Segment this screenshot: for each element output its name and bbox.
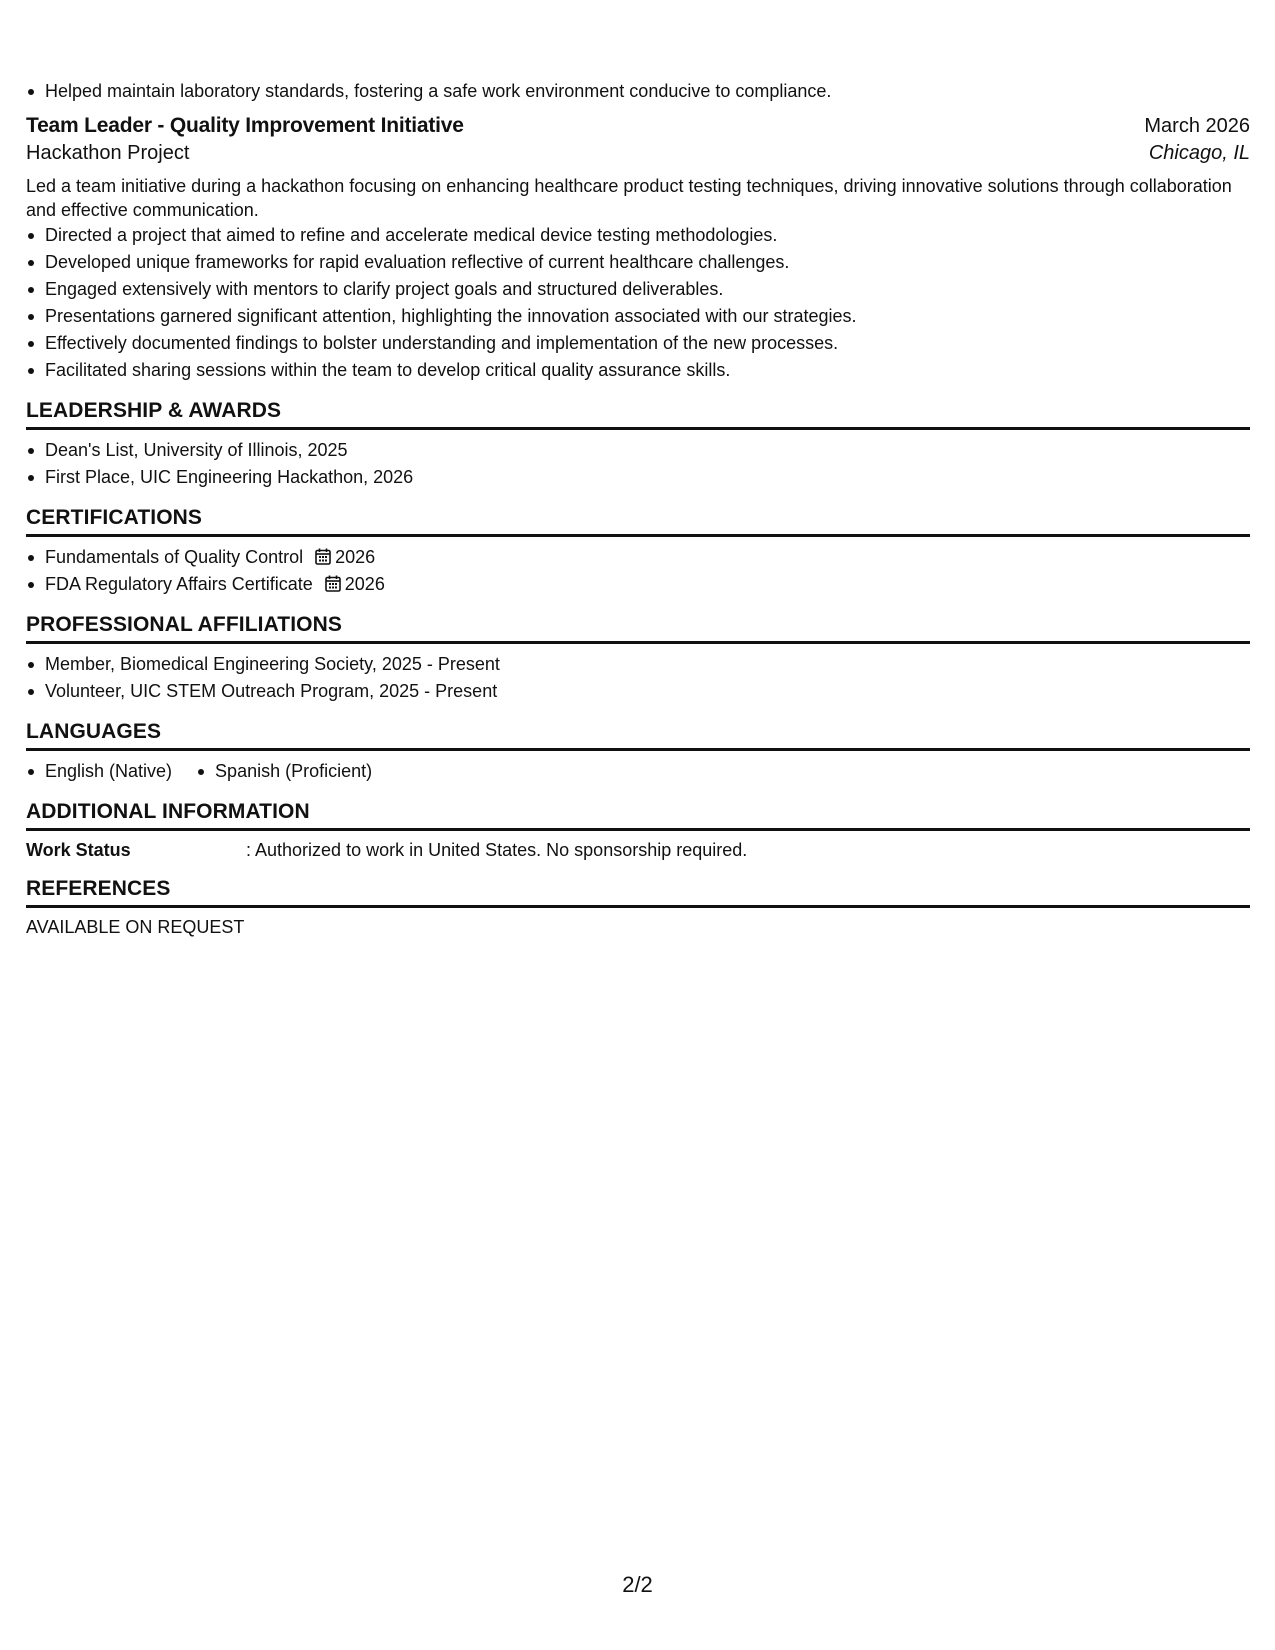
- certification-year: 2026: [335, 547, 376, 567]
- certification-name: FDA Regulatory Affairs Certificate: [45, 574, 313, 594]
- calendar-icon: [315, 548, 331, 565]
- leadership-list: [26, 437, 1250, 491]
- certification-year: 2026: [344, 574, 385, 594]
- list-item: [26, 544, 1250, 571]
- list-item: Helped maintain laboratory standards, fostering a safe work environment conducive to compliance.: [26, 78, 1250, 105]
- section-title: ADDITIONAL INFORMATION: [26, 800, 1250, 831]
- experience-subheader: [26, 142, 1250, 165]
- languages-list: [26, 758, 1250, 785]
- list-item: Member, Biomedical Engineering Society, 2025 - Present: [26, 651, 1250, 678]
- additional-information-section: [26, 800, 1250, 862]
- languages-section: [26, 720, 1250, 785]
- affiliations-list: [26, 651, 1250, 705]
- list-item: Facilitated sharing sessions within the team to develop critical quality assurance skills.: [26, 357, 1250, 384]
- list-item: Presentations garnered significant attention, highlighting the innovation associated with our strategies.: [26, 303, 1250, 330]
- section-title: PROFESSIONAL AFFILIATIONS: [26, 613, 1250, 644]
- section-title: LANGUAGES: [26, 720, 1250, 751]
- list-item: Effectively documented findings to bolster understanding and implementation of the new processes.: [26, 330, 1250, 357]
- list-item: Spanish (Proficient): [196, 758, 372, 785]
- list-item: Developed unique frameworks for rapid evaluation reflective of current healthcare challenges.: [26, 249, 1250, 276]
- list-item: Volunteer, UIC STEM Outreach Program, 2025 - Present: [26, 678, 1250, 705]
- leadership-section: [26, 399, 1250, 491]
- list-item: Directed a project that aimed to refine and accelerate medical device testing methodologies.: [26, 222, 1250, 249]
- experience-organization: Hackathon Project: [26, 142, 190, 164]
- experience-description: Led a team initiative during a hackathon focusing on enhancing healthcare product testing techniques, driving innovative solutions through collaboration and effective communication.: [26, 176, 1232, 220]
- experience-header: [26, 114, 1250, 138]
- list-item: English (Native): [26, 758, 172, 785]
- list-item: Engaged extensively with mentors to clarify project goals and structured deliverables.: [26, 276, 1250, 303]
- experience-date: March 2026: [1144, 115, 1250, 137]
- resume-page: [26, 78, 1250, 939]
- page-number: 2/2: [622, 1572, 653, 1597]
- section-title: CERTIFICATIONS: [26, 506, 1250, 537]
- work-status-row: [26, 838, 1250, 862]
- work-status-label: Work Status: [26, 840, 131, 860]
- section-title: REFERENCES: [26, 877, 1250, 908]
- certification-name: Fundamentals of Quality Control: [45, 547, 304, 567]
- experience-bullets: [26, 222, 1250, 384]
- affiliations-section: [26, 613, 1250, 705]
- list-item: [26, 571, 1250, 598]
- list-item: Dean's List, University of Illinois, 2025: [26, 437, 1250, 464]
- work-status-value: : Authorized to work in United States. No sponsorship required.: [246, 840, 748, 860]
- list-item: First Place, UIC Engineering Hackathon, 2026: [26, 464, 1250, 491]
- calendar-icon: [325, 575, 341, 592]
- references-section: [26, 877, 1250, 939]
- section-title: LEADERSHIP & AWARDS: [26, 399, 1250, 430]
- certifications-section: [26, 506, 1250, 598]
- certifications-list: [26, 544, 1250, 598]
- references-text: AVAILABLE ON REQUEST: [26, 917, 245, 937]
- experience-location: Chicago, IL: [1148, 142, 1250, 164]
- previous-experience-bullets: [26, 78, 1250, 105]
- experience-entry: [26, 114, 1250, 384]
- experience-title: Team Leader - Quality Improvement Initiative: [26, 114, 464, 137]
